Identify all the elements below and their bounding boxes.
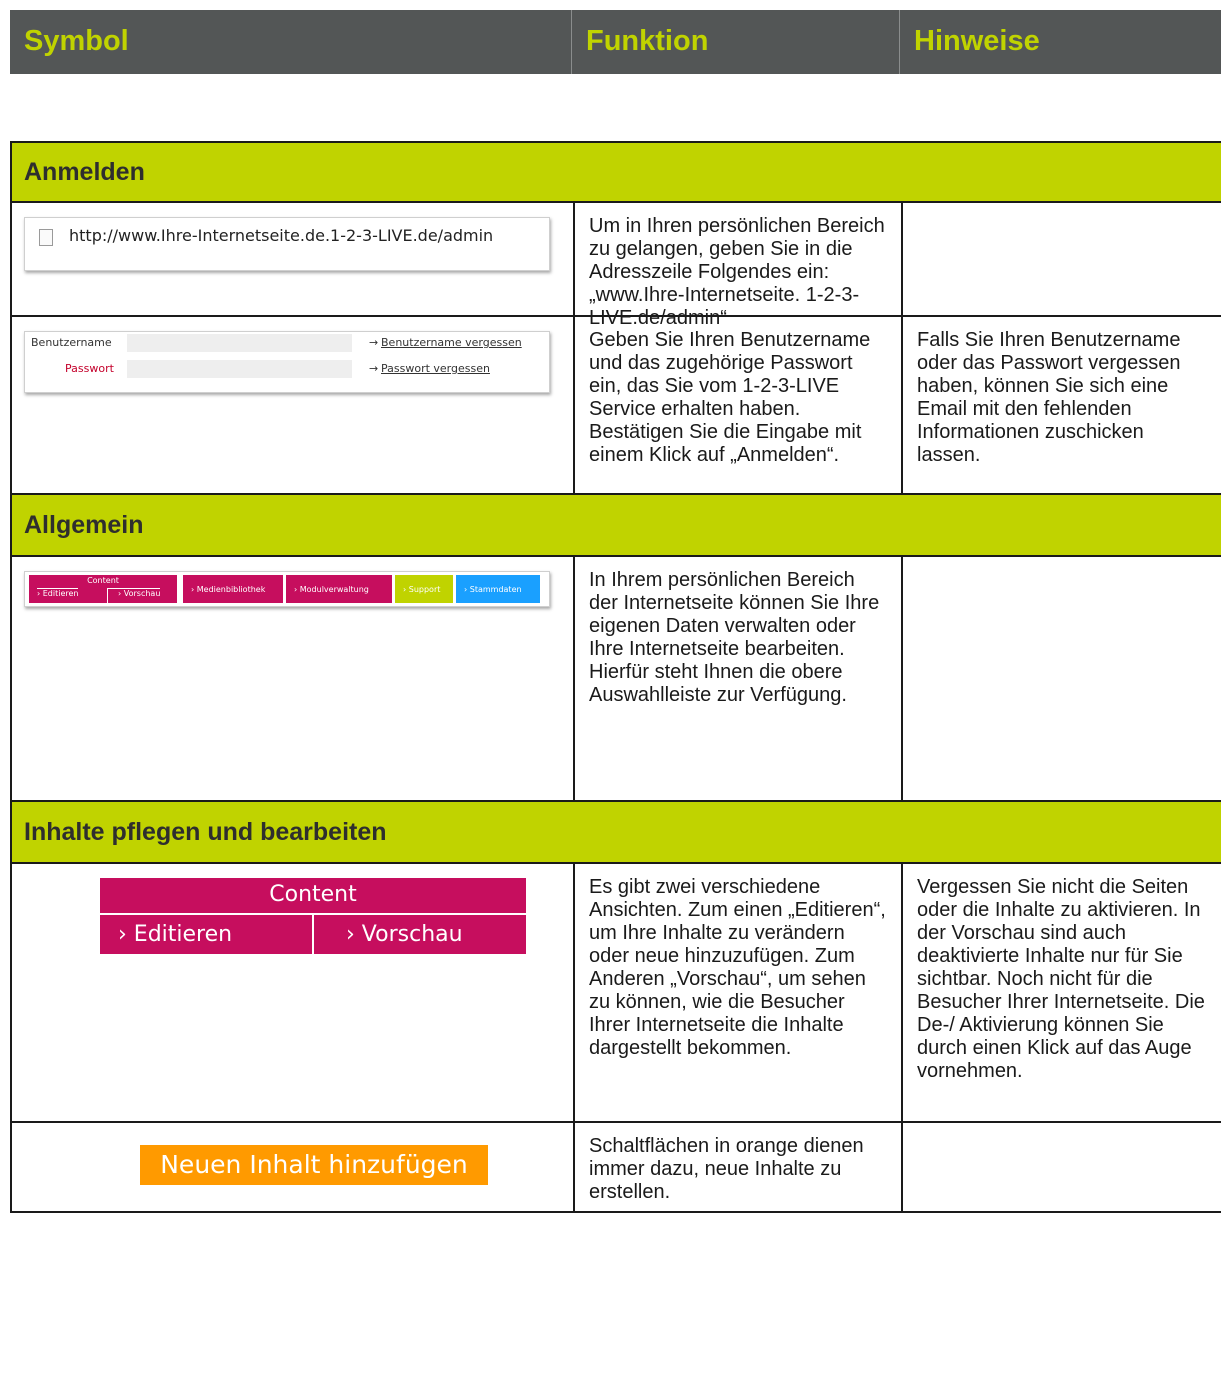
section-inhalte: Inhalte pflegen und bearbeiten (10, 802, 1221, 864)
add-content-button: Neuen Inhalt hinzufügen (140, 1145, 488, 1185)
table-row (10, 864, 1221, 1123)
header-function: Funktion (586, 25, 709, 57)
address-bar-screenshot (24, 217, 550, 271)
nav-modules: › Modulverwaltung (286, 575, 392, 603)
table-row (10, 203, 1221, 329)
symbol-cell (12, 1123, 573, 1211)
notes-cell: Falls Sie Ihren Benutzername oder das Passwort vergessen haben, können Sie sich eine Email mit den fehlenden Informationen zuschicken lassen. (901, 317, 1221, 493)
address-url: http://www.Ihre-Internetseite.de.1-2-3-LIVE.de/admin (69, 226, 494, 245)
function-cell: Es gibt zwei verschiedene Ansichten. Zum einen „Editieren“, um Ihre Inhalte zu verändern oder neue hinzuzufügen. Zum Anderen „Vorschau“, um sehen zu können, wie die Besucher Ihrer Internetseite die Inhalte dargestellt bekommen. (573, 864, 901, 1121)
content-title: Content (269, 882, 357, 907)
username-label: Benutzername (31, 336, 112, 349)
forgot-password-link: Passwort vergessen (381, 362, 490, 375)
table-row (10, 317, 1221, 495)
header-divider (899, 10, 900, 74)
nav-support: › Support (395, 575, 453, 603)
symbol-cell (12, 203, 573, 315)
content-view-switch (100, 878, 526, 954)
function-cell: In Ihrem persönlichen Bereich der Internetseite können Sie Ihre eigenen Daten verwalten oder Ihre Internetseite bearbeiten. Hierfür steht Ihnen die obere Auswahlleiste zur Verfügung. (573, 557, 901, 800)
login-form-screenshot (24, 331, 550, 393)
nav-preview: › Vorschau (107, 588, 160, 603)
notes-cell: Vergessen Sie nicht die Seiten oder die Inhalte zu aktivieren. In der Vorschau sind auch deaktivierte Inhalte nur für Sie sichtbar. Noch nicht für die Besucher Ihrer Internetseite. Die De-/ Aktivierung können Sie durch einen Klick auf das Auge vornehmen. (901, 864, 1221, 1121)
function-cell: Um in Ihren persönlichen Bereich zu gelangen, geben Sie in die Adresszeile Folgendes ein: „www.Ihre-Internetseite. 1-2-3-LIVE.de/admin“ (573, 203, 901, 315)
instruction-table (10, 141, 1221, 1213)
nav-master-data: › Stammdaten (456, 575, 540, 603)
symbol-cell (12, 317, 573, 493)
arrow-icon: → (369, 362, 379, 375)
function-cell: Geben Sie Ihren Benutzername und das zugehörige Passwort ein, das Sie vom 1-2-3-LIVE Service erhalten haben. Bestätigen Sie die Eingabe mit einem Klick auf „Anmelden“. (573, 317, 901, 493)
section-anmelden: Anmelden (10, 141, 1221, 203)
nav-content-label: Content (87, 576, 119, 585)
notes-cell (901, 557, 1221, 800)
nav-media: › Medienbibliothek (183, 575, 283, 603)
header-symbol: Symbol (24, 25, 129, 57)
notes-cell (901, 203, 1221, 315)
username-input (127, 334, 352, 352)
nav-content (29, 575, 177, 603)
function-cell: Schaltflächen in orange dienen immer dazu, neue Inhalte zu erstellen. (573, 1123, 901, 1211)
navigation-bar-screenshot (24, 571, 550, 607)
arrow-icon: → (369, 336, 379, 349)
symbol-cell (12, 864, 573, 1121)
edit-view-label: › Editieren (118, 922, 233, 947)
password-input (127, 360, 352, 378)
table-header (10, 10, 1221, 74)
table-row (10, 557, 1221, 802)
preview-view-label: › Vorschau (346, 922, 463, 947)
divider (312, 915, 314, 954)
table-row (10, 1123, 1221, 1213)
header-notes: Hinweise (914, 25, 1040, 57)
section-allgemein: Allgemein (10, 495, 1221, 557)
nav-edit: › Editieren (37, 588, 78, 603)
forgot-username-link: Benutzername vergessen (381, 336, 522, 349)
symbol-cell (12, 557, 573, 800)
password-label: Passwort (65, 362, 114, 375)
header-divider (571, 10, 572, 74)
page-icon (39, 229, 53, 246)
notes-cell (901, 1123, 1221, 1211)
